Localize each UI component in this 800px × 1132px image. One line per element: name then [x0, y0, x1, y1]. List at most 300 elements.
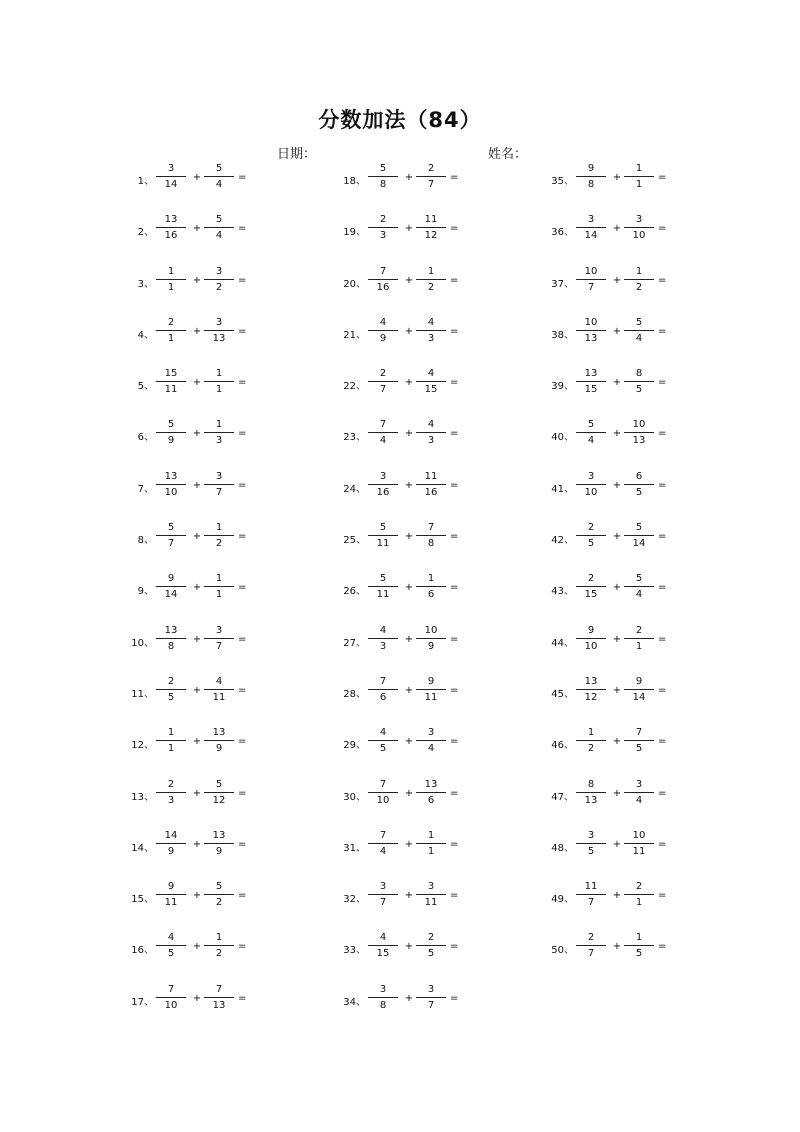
fraction-bar — [204, 432, 234, 433]
numerator: 3 — [167, 163, 175, 174]
number-separator: 、 — [564, 278, 574, 290]
numerator: 11 — [424, 470, 438, 482]
plus-sign: + — [192, 787, 202, 799]
equals-sign: = — [450, 633, 459, 645]
fraction-bar — [416, 535, 446, 536]
denominator: 15 — [424, 384, 438, 396]
fraction-bar — [576, 381, 606, 382]
fraction-bar — [204, 484, 234, 485]
problem-number — [538, 736, 574, 751]
number-separator: 、 — [356, 894, 366, 906]
problem-number-value: 5 — [137, 381, 144, 393]
numerator: 9 — [587, 624, 595, 636]
numerator: 6 — [635, 470, 643, 482]
fraction-b — [204, 779, 234, 807]
fraction-b — [204, 471, 234, 499]
denominator: 15 — [584, 589, 598, 601]
problem-number — [538, 890, 574, 905]
plus-sign: + — [404, 941, 414, 953]
problem-number — [538, 428, 574, 443]
number-separator: 、 — [356, 791, 366, 803]
problem-number-value: 4 — [137, 329, 144, 341]
denominator: 4 — [215, 179, 223, 190]
problem-number — [330, 839, 366, 854]
number-separator: 、 — [144, 278, 154, 290]
denominator: 8 — [587, 179, 595, 190]
denominator: 16 — [164, 230, 178, 242]
equals-sign: = — [238, 223, 247, 235]
fraction-b — [624, 830, 654, 858]
numerator: 4 — [379, 727, 387, 739]
fraction-bar — [368, 484, 398, 485]
numerator: 3 — [587, 829, 595, 841]
problem-number-value: 27 — [343, 637, 356, 649]
problem-number-value: 35 — [551, 176, 564, 187]
fraction-bar — [624, 894, 654, 895]
plus-sign: + — [404, 274, 414, 286]
numerator: 2 — [427, 163, 435, 174]
problem-item — [330, 152, 530, 203]
fraction-b — [204, 214, 234, 242]
fraction-b — [624, 419, 654, 447]
numerator: 8 — [635, 368, 643, 380]
number-separator: 、 — [144, 894, 154, 906]
denominator: 11 — [376, 589, 390, 601]
denominator: 11 — [164, 897, 178, 909]
fraction-bar — [624, 330, 654, 331]
fraction-bar — [576, 586, 606, 587]
denominator: 1 — [427, 845, 435, 857]
denominator: 16 — [424, 486, 438, 498]
numerator: 7 — [379, 778, 387, 790]
plus-sign: + — [192, 325, 202, 337]
numerator: 5 — [167, 522, 175, 534]
denominator: 1 — [215, 589, 223, 601]
problem-item — [538, 408, 738, 459]
equals-sign: = — [450, 531, 459, 543]
plus-sign: + — [612, 377, 622, 389]
equals-sign: = — [450, 684, 459, 696]
fraction-a — [156, 317, 186, 345]
fraction-bar — [416, 330, 446, 331]
problem-number — [538, 685, 574, 700]
problem-number — [118, 685, 154, 700]
problem-number — [330, 326, 366, 341]
plus-sign: + — [404, 582, 414, 594]
plus-sign: + — [192, 633, 202, 645]
fraction-bar — [368, 176, 398, 177]
equals-sign: = — [238, 582, 247, 594]
problem-item — [330, 408, 530, 459]
numerator: 5 — [215, 163, 223, 174]
problem-item — [330, 562, 530, 613]
numerator: 3 — [427, 727, 435, 739]
fraction-a — [368, 984, 398, 1012]
fraction-bar — [416, 894, 446, 895]
equals-sign: = — [658, 684, 667, 696]
problem-number-value: 50 — [551, 945, 564, 957]
problem-number — [538, 326, 574, 341]
problem-item — [330, 768, 530, 819]
numerator: 8 — [587, 778, 595, 790]
fraction-bar — [156, 792, 186, 793]
numerator: 9 — [427, 675, 435, 687]
numerator: 2 — [379, 214, 387, 226]
equals-sign: = — [238, 377, 247, 389]
problem-number-value: 47 — [551, 791, 564, 803]
numerator: 1 — [167, 265, 175, 277]
denominator: 6 — [379, 691, 387, 703]
number-separator: 、 — [144, 740, 154, 752]
plus-sign: + — [612, 890, 622, 902]
fraction-bar — [156, 997, 186, 998]
problem-number — [330, 531, 366, 546]
number-separator: 、 — [564, 842, 574, 854]
numerator: 2 — [427, 932, 435, 944]
denominator: 5 — [379, 743, 387, 755]
numerator: 1 — [167, 727, 175, 739]
number-separator: 、 — [564, 432, 574, 444]
denominator: 9 — [167, 435, 175, 447]
equals-sign: = — [238, 992, 247, 1004]
problem-number-value: 44 — [551, 637, 564, 649]
plus-sign: + — [404, 633, 414, 645]
fraction-b — [416, 727, 446, 755]
fraction-b — [416, 830, 446, 858]
fraction-a — [156, 368, 186, 396]
number-separator: 、 — [564, 586, 574, 598]
numerator: 1 — [427, 265, 435, 277]
number-separator: 、 — [144, 637, 154, 649]
numerator: 5 — [379, 163, 387, 174]
fraction-b — [624, 779, 654, 807]
plus-sign: + — [192, 941, 202, 953]
denominator: 11 — [424, 897, 438, 909]
fraction-a — [156, 573, 186, 601]
problem-number-value: 3 — [137, 278, 144, 290]
number-separator: 、 — [144, 432, 154, 444]
numerator: 7 — [379, 829, 387, 841]
denominator: 5 — [167, 691, 175, 703]
fraction-bar — [624, 740, 654, 741]
problem-column-2 — [330, 152, 530, 1024]
numerator: 3 — [215, 624, 223, 636]
numerator: 9 — [635, 675, 643, 687]
fraction-a — [368, 727, 398, 755]
equals-sign: = — [658, 633, 667, 645]
plus-sign: + — [192, 684, 202, 696]
fraction-bar — [156, 638, 186, 639]
fraction-bar — [416, 997, 446, 998]
fraction-bar — [416, 843, 446, 844]
equals-sign: = — [238, 787, 247, 799]
problem-number — [118, 377, 154, 392]
fraction-b — [624, 368, 654, 396]
plus-sign: + — [612, 684, 622, 696]
fraction-bar — [156, 945, 186, 946]
number-separator: 、 — [356, 842, 366, 854]
fraction-bar — [624, 535, 654, 536]
numerator: 3 — [379, 470, 387, 482]
problem-number — [330, 993, 366, 1008]
plus-sign: + — [404, 838, 414, 850]
numerator: 4 — [379, 316, 387, 328]
plus-sign: + — [612, 428, 622, 440]
problem-item — [118, 511, 318, 562]
fraction-bar — [156, 689, 186, 690]
problem-item — [330, 614, 530, 665]
problem-number — [538, 377, 574, 392]
plus-sign: + — [404, 787, 414, 799]
number-separator: 、 — [564, 894, 574, 906]
denominator: 13 — [584, 794, 598, 806]
fraction-a — [576, 419, 606, 447]
numerator: 2 — [167, 316, 175, 328]
denominator: 1 — [167, 332, 175, 344]
problem-number-value: 14 — [131, 842, 144, 854]
equals-sign: = — [658, 428, 667, 440]
fraction-b — [204, 984, 234, 1012]
problem-item — [330, 460, 530, 511]
problem-number-value: 16 — [131, 945, 144, 957]
fraction-a — [576, 779, 606, 807]
denominator: 10 — [164, 486, 178, 498]
denominator: 12 — [212, 794, 226, 806]
numerator: 1 — [427, 829, 435, 841]
denominator: 9 — [215, 743, 223, 755]
denominator: 5 — [167, 948, 175, 960]
fraction-b — [416, 522, 446, 550]
numerator: 1 — [635, 265, 643, 277]
numerator: 1 — [635, 163, 643, 174]
fraction-a — [368, 266, 398, 294]
problem-number-value: 25 — [343, 535, 356, 547]
problem-item — [538, 511, 738, 562]
equals-sign: = — [238, 941, 247, 953]
denominator: 4 — [635, 589, 643, 601]
fraction-bar — [624, 176, 654, 177]
fraction-a — [156, 932, 186, 960]
fraction-a — [156, 522, 186, 550]
fraction-bar — [576, 945, 606, 946]
number-separator: 、 — [564, 945, 574, 957]
fraction-a — [576, 932, 606, 960]
numerator: 1 — [215, 522, 223, 534]
fraction-bar — [624, 945, 654, 946]
fraction-b — [416, 932, 446, 960]
number-separator: 、 — [144, 535, 154, 547]
problem-item — [118, 716, 318, 767]
fraction-a — [368, 932, 398, 960]
fraction-bar — [204, 279, 234, 280]
numerator: 1 — [215, 932, 223, 944]
fraction-bar — [204, 792, 234, 793]
problem-number-value: 36 — [551, 227, 564, 239]
fraction-a — [576, 830, 606, 858]
plus-sign: + — [192, 582, 202, 594]
number-separator: 、 — [144, 483, 154, 495]
problem-item — [538, 562, 738, 613]
denominator: 3 — [167, 794, 175, 806]
denominator: 13 — [212, 999, 226, 1011]
problem-number-value: 11 — [131, 688, 144, 700]
problem-item — [538, 870, 738, 921]
fraction-b — [416, 676, 446, 704]
numerator: 3 — [379, 881, 387, 893]
number-separator: 、 — [356, 176, 366, 187]
problem-number — [538, 582, 574, 597]
numerator: 10 — [632, 419, 646, 431]
problem-item — [538, 357, 738, 408]
equals-sign: = — [658, 531, 667, 543]
denominator: 11 — [424, 691, 438, 703]
problem-item — [330, 511, 530, 562]
numerator: 3 — [215, 265, 223, 277]
denominator: 2 — [215, 897, 223, 909]
fraction-a — [156, 830, 186, 858]
equals-sign: = — [238, 172, 247, 183]
denominator: 8 — [379, 179, 387, 190]
denominator: 7 — [587, 897, 595, 909]
problem-number — [538, 172, 574, 187]
equals-sign: = — [238, 274, 247, 286]
equals-sign: = — [658, 325, 667, 337]
numerator: 4 — [215, 675, 223, 687]
problem-number-value: 29 — [343, 740, 356, 752]
fraction-bar — [204, 227, 234, 228]
fraction-bar — [156, 586, 186, 587]
equals-sign: = — [450, 223, 459, 235]
equals-sign: = — [238, 684, 247, 696]
fraction-bar — [156, 894, 186, 895]
fraction-bar — [416, 689, 446, 690]
problem-number — [538, 275, 574, 290]
denominator: 5 — [635, 948, 643, 960]
problem-number-value: 45 — [551, 688, 564, 700]
plus-sign: + — [404, 684, 414, 696]
problem-number — [118, 428, 154, 443]
equals-sign: = — [658, 736, 667, 748]
fraction-b — [416, 368, 446, 396]
problem-number — [538, 480, 574, 495]
problem-item — [118, 819, 318, 870]
equals-sign: = — [450, 172, 459, 183]
problem-number-value: 49 — [551, 894, 564, 906]
numerator: 2 — [635, 624, 643, 636]
problem-number-value: 17 — [131, 996, 144, 1008]
plus-sign: + — [192, 531, 202, 543]
denominator: 9 — [427, 640, 435, 652]
problem-number-value: 23 — [343, 432, 356, 444]
denominator: 7 — [427, 179, 435, 190]
denominator: 11 — [376, 538, 390, 550]
plus-sign: + — [192, 992, 202, 1004]
numerator: 13 — [212, 829, 226, 841]
number-separator: 、 — [564, 329, 574, 341]
fraction-bar — [576, 535, 606, 536]
problem-item — [538, 306, 738, 357]
problem-number — [330, 685, 366, 700]
numerator: 2 — [167, 675, 175, 687]
number-separator: 、 — [564, 791, 574, 803]
denominator: 1 — [635, 179, 643, 190]
fraction-a — [576, 214, 606, 242]
plus-sign: + — [404, 479, 414, 491]
plus-sign: + — [612, 531, 622, 543]
fraction-bar — [576, 843, 606, 844]
fraction-bar — [416, 792, 446, 793]
equals-sign: = — [238, 531, 247, 543]
fraction-bar — [416, 279, 446, 280]
problem-number — [118, 890, 154, 905]
fraction-b — [204, 419, 234, 447]
problem-number — [330, 634, 366, 649]
denominator: 7 — [587, 281, 595, 293]
fraction-a — [576, 727, 606, 755]
denominator: 12 — [584, 691, 598, 703]
fraction-bar — [576, 689, 606, 690]
equals-sign: = — [658, 223, 667, 235]
fraction-b — [416, 881, 446, 909]
fraction-a — [368, 830, 398, 858]
fraction-bar — [204, 638, 234, 639]
plus-sign: + — [192, 274, 202, 286]
problem-number-value: 28 — [343, 688, 356, 700]
fraction-b — [416, 317, 446, 345]
problem-number-value: 38 — [551, 329, 564, 341]
equals-sign: = — [658, 479, 667, 491]
number-separator: 、 — [356, 688, 366, 700]
problem-number-value: 41 — [551, 483, 564, 495]
denominator: 4 — [215, 230, 223, 242]
numerator: 10 — [424, 624, 438, 636]
problem-item — [330, 921, 530, 972]
fraction-a — [156, 419, 186, 447]
fraction-bar — [368, 945, 398, 946]
number-separator: 、 — [144, 176, 154, 187]
problem-number-value: 39 — [551, 381, 564, 393]
problem-number — [330, 736, 366, 751]
fraction-b — [416, 419, 446, 447]
problem-number — [538, 788, 574, 803]
problem-item — [118, 870, 318, 921]
fraction-bar — [368, 432, 398, 433]
problem-number-value: 13 — [131, 791, 144, 803]
denominator: 7 — [167, 538, 175, 550]
fraction-bar — [416, 381, 446, 382]
fraction-bar — [204, 894, 234, 895]
plus-sign: + — [612, 274, 622, 286]
fraction-b — [624, 522, 654, 550]
fraction-a — [156, 266, 186, 294]
denominator: 16 — [376, 281, 390, 293]
fraction-b — [416, 779, 446, 807]
fraction-bar — [156, 227, 186, 228]
plus-sign: + — [192, 428, 202, 440]
problem-number-value: 33 — [343, 945, 356, 957]
fraction-bar — [624, 227, 654, 228]
fraction-bar — [368, 894, 398, 895]
number-separator: 、 — [144, 945, 154, 957]
problem-number-value: 48 — [551, 842, 564, 854]
number-separator: 、 — [564, 535, 574, 547]
numerator: 3 — [635, 214, 643, 226]
fraction-a — [368, 317, 398, 345]
fraction-a — [156, 471, 186, 499]
fraction-b — [624, 932, 654, 960]
fraction-a — [368, 214, 398, 242]
fraction-bar — [156, 279, 186, 280]
